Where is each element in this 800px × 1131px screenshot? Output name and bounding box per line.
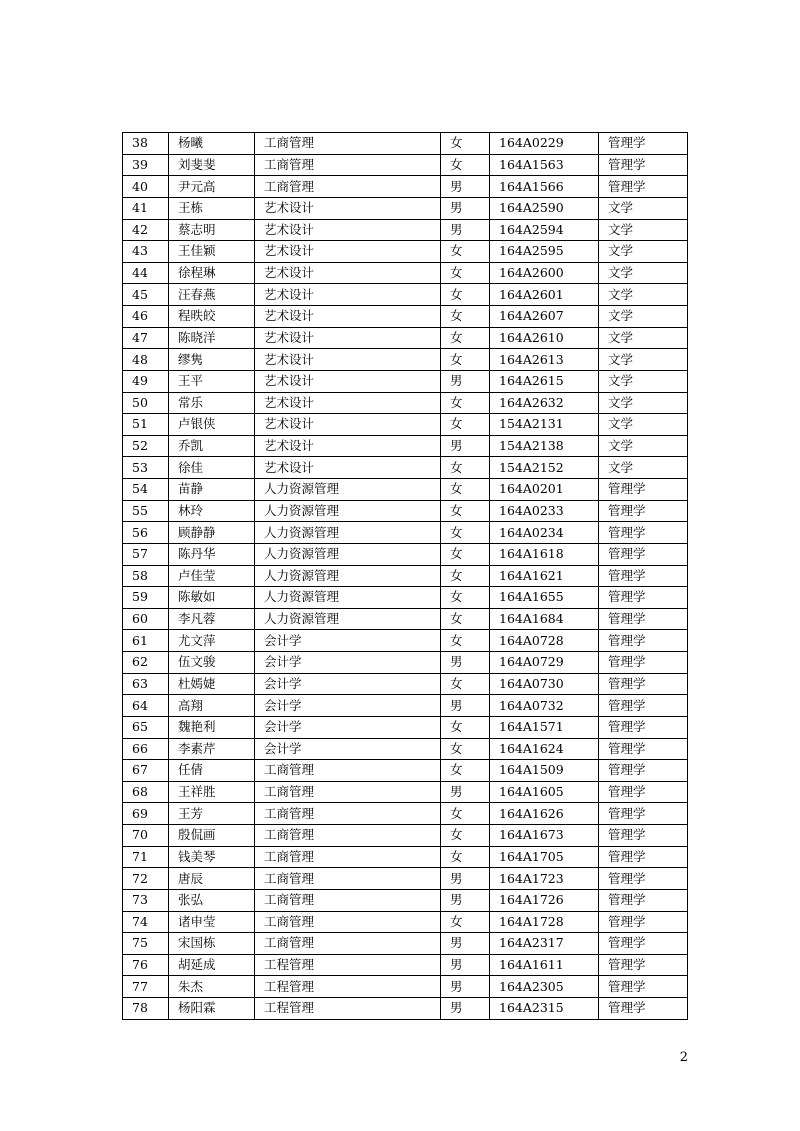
row-index-cell: 50 bbox=[123, 392, 169, 414]
row-index-cell: 52 bbox=[123, 435, 169, 457]
gender-cell: 男 bbox=[441, 176, 490, 198]
table-row bbox=[123, 889, 688, 911]
row-index-cell: 74 bbox=[123, 911, 169, 933]
gender-cell: 女 bbox=[441, 306, 490, 328]
table-row bbox=[123, 241, 688, 263]
student-id-cell: 164A2594 bbox=[490, 219, 599, 241]
major-cell: 人力资源管理 bbox=[255, 479, 441, 501]
discipline-cell: 管理学 bbox=[599, 133, 688, 155]
student-name-cell: 魏艳利 bbox=[169, 716, 255, 738]
gender-cell: 女 bbox=[441, 392, 490, 414]
gender-cell: 女 bbox=[441, 500, 490, 522]
gender-cell: 女 bbox=[441, 565, 490, 587]
student-name-cell: 伍文骏 bbox=[169, 652, 255, 674]
major-cell: 工程管理 bbox=[255, 976, 441, 998]
student-id-cell: 164A1684 bbox=[490, 608, 599, 630]
major-cell: 会计学 bbox=[255, 630, 441, 652]
major-cell: 工商管理 bbox=[255, 846, 441, 868]
discipline-cell: 管理学 bbox=[599, 695, 688, 717]
discipline-cell: 管理学 bbox=[599, 868, 688, 890]
major-cell: 会计学 bbox=[255, 695, 441, 717]
discipline-cell: 文学 bbox=[599, 262, 688, 284]
gender-cell: 女 bbox=[441, 608, 490, 630]
table-row bbox=[123, 933, 688, 955]
discipline-cell: 管理学 bbox=[599, 543, 688, 565]
major-cell: 艺术设计 bbox=[255, 197, 441, 219]
discipline-cell: 管理学 bbox=[599, 846, 688, 868]
major-cell: 艺术设计 bbox=[255, 306, 441, 328]
discipline-cell: 文学 bbox=[599, 197, 688, 219]
major-cell: 人力资源管理 bbox=[255, 565, 441, 587]
student-name-cell: 徐程琳 bbox=[169, 262, 255, 284]
major-cell: 艺术设计 bbox=[255, 219, 441, 241]
discipline-cell: 文学 bbox=[599, 284, 688, 306]
table-row bbox=[123, 522, 688, 544]
table-row bbox=[123, 262, 688, 284]
discipline-cell: 文学 bbox=[599, 435, 688, 457]
discipline-cell: 管理学 bbox=[599, 500, 688, 522]
major-cell: 工商管理 bbox=[255, 154, 441, 176]
row-index-cell: 75 bbox=[123, 933, 169, 955]
table-row bbox=[123, 327, 688, 349]
row-index-cell: 70 bbox=[123, 825, 169, 847]
row-index-cell: 67 bbox=[123, 760, 169, 782]
student-name-cell: 李凡蓉 bbox=[169, 608, 255, 630]
major-cell: 艺术设计 bbox=[255, 457, 441, 479]
discipline-cell: 管理学 bbox=[599, 608, 688, 630]
discipline-cell: 管理学 bbox=[599, 781, 688, 803]
student-id-cell: 164A0229 bbox=[490, 133, 599, 155]
student-name-cell: 蔡志明 bbox=[169, 219, 255, 241]
table-row bbox=[123, 825, 688, 847]
row-index-cell: 42 bbox=[123, 219, 169, 241]
student-id-cell: 164A1509 bbox=[490, 760, 599, 782]
student-name-cell: 缪隽 bbox=[169, 349, 255, 371]
discipline-cell: 文学 bbox=[599, 241, 688, 263]
major-cell: 会计学 bbox=[255, 716, 441, 738]
student-id-cell: 164A1571 bbox=[490, 716, 599, 738]
gender-cell: 女 bbox=[441, 457, 490, 479]
gender-cell: 男 bbox=[441, 781, 490, 803]
table-row bbox=[123, 306, 688, 328]
major-cell: 会计学 bbox=[255, 652, 441, 674]
gender-cell: 男 bbox=[441, 868, 490, 890]
discipline-cell: 文学 bbox=[599, 327, 688, 349]
major-cell: 工商管理 bbox=[255, 133, 441, 155]
major-cell: 人力资源管理 bbox=[255, 587, 441, 609]
student-id-cell: 164A2610 bbox=[490, 327, 599, 349]
student-name-cell: 苗静 bbox=[169, 479, 255, 501]
student-id-cell: 164A0233 bbox=[490, 500, 599, 522]
major-cell: 艺术设计 bbox=[255, 435, 441, 457]
gender-cell: 女 bbox=[441, 241, 490, 263]
table-row bbox=[123, 284, 688, 306]
student-id-cell: 164A2600 bbox=[490, 262, 599, 284]
student-name-cell: 杜嫣婕 bbox=[169, 673, 255, 695]
table-row bbox=[123, 500, 688, 522]
gender-cell: 男 bbox=[441, 435, 490, 457]
discipline-cell: 管理学 bbox=[599, 154, 688, 176]
student-id-cell: 164A1626 bbox=[490, 803, 599, 825]
table-row bbox=[123, 673, 688, 695]
discipline-cell: 管理学 bbox=[599, 976, 688, 998]
table-row bbox=[123, 803, 688, 825]
student-id-cell: 164A1655 bbox=[490, 587, 599, 609]
table-row bbox=[123, 543, 688, 565]
major-cell: 工商管理 bbox=[255, 825, 441, 847]
gender-cell: 女 bbox=[441, 846, 490, 868]
major-cell: 艺术设计 bbox=[255, 241, 441, 263]
row-index-cell: 51 bbox=[123, 414, 169, 436]
student-id-cell: 164A2305 bbox=[490, 976, 599, 998]
discipline-cell: 管理学 bbox=[599, 825, 688, 847]
gender-cell: 男 bbox=[441, 954, 490, 976]
gender-cell: 女 bbox=[441, 911, 490, 933]
student-id-cell: 164A0201 bbox=[490, 479, 599, 501]
gender-cell: 女 bbox=[441, 349, 490, 371]
table-row bbox=[123, 154, 688, 176]
table-row bbox=[123, 219, 688, 241]
discipline-cell: 管理学 bbox=[599, 889, 688, 911]
student-name-cell: 王栋 bbox=[169, 197, 255, 219]
student-name-cell: 杨曦 bbox=[169, 133, 255, 155]
discipline-cell: 文学 bbox=[599, 306, 688, 328]
row-index-cell: 65 bbox=[123, 716, 169, 738]
gender-cell: 男 bbox=[441, 652, 490, 674]
student-name-cell: 乔凯 bbox=[169, 435, 255, 457]
student-name-cell: 程昳皎 bbox=[169, 306, 255, 328]
row-index-cell: 71 bbox=[123, 846, 169, 868]
gender-cell: 男 bbox=[441, 695, 490, 717]
gender-cell: 男 bbox=[441, 933, 490, 955]
table-row bbox=[123, 565, 688, 587]
discipline-cell: 管理学 bbox=[599, 522, 688, 544]
row-index-cell: 78 bbox=[123, 998, 169, 1020]
student-name-cell: 任倩 bbox=[169, 760, 255, 782]
major-cell: 人力资源管理 bbox=[255, 543, 441, 565]
table-row bbox=[123, 781, 688, 803]
student-id-cell: 164A2317 bbox=[490, 933, 599, 955]
discipline-cell: 管理学 bbox=[599, 738, 688, 760]
student-name-cell: 钱美琴 bbox=[169, 846, 255, 868]
row-index-cell: 40 bbox=[123, 176, 169, 198]
discipline-cell: 管理学 bbox=[599, 803, 688, 825]
table-row bbox=[123, 911, 688, 933]
discipline-cell: 管理学 bbox=[599, 587, 688, 609]
major-cell: 工商管理 bbox=[255, 911, 441, 933]
student-id-cell: 164A0729 bbox=[490, 652, 599, 674]
student-name-cell: 胡延成 bbox=[169, 954, 255, 976]
major-cell: 艺术设计 bbox=[255, 284, 441, 306]
row-index-cell: 41 bbox=[123, 197, 169, 219]
major-cell: 工程管理 bbox=[255, 998, 441, 1020]
student-name-cell: 唐辰 bbox=[169, 868, 255, 890]
row-index-cell: 45 bbox=[123, 284, 169, 306]
table-row bbox=[123, 587, 688, 609]
gender-cell: 女 bbox=[441, 543, 490, 565]
student-name-cell: 殷侃画 bbox=[169, 825, 255, 847]
student-id-cell: 164A0728 bbox=[490, 630, 599, 652]
gender-cell: 女 bbox=[441, 262, 490, 284]
student-id-cell: 164A1673 bbox=[490, 825, 599, 847]
table-row bbox=[123, 998, 688, 1020]
row-index-cell: 68 bbox=[123, 781, 169, 803]
gender-cell: 女 bbox=[441, 673, 490, 695]
discipline-cell: 管理学 bbox=[599, 630, 688, 652]
student-name-cell: 张弘 bbox=[169, 889, 255, 911]
row-index-cell: 77 bbox=[123, 976, 169, 998]
row-index-cell: 48 bbox=[123, 349, 169, 371]
student-id-cell: 164A2607 bbox=[490, 306, 599, 328]
gender-cell: 女 bbox=[441, 587, 490, 609]
major-cell: 工商管理 bbox=[255, 889, 441, 911]
row-index-cell: 72 bbox=[123, 868, 169, 890]
major-cell: 人力资源管理 bbox=[255, 522, 441, 544]
table-row bbox=[123, 349, 688, 371]
student-name-cell: 诸申莹 bbox=[169, 911, 255, 933]
row-index-cell: 49 bbox=[123, 370, 169, 392]
student-name-cell: 汪春燕 bbox=[169, 284, 255, 306]
row-index-cell: 57 bbox=[123, 543, 169, 565]
student-name-cell: 尤文萍 bbox=[169, 630, 255, 652]
student-id-cell: 164A1621 bbox=[490, 565, 599, 587]
student-id-cell: 164A1566 bbox=[490, 176, 599, 198]
row-index-cell: 63 bbox=[123, 673, 169, 695]
major-cell: 人力资源管理 bbox=[255, 608, 441, 630]
row-index-cell: 60 bbox=[123, 608, 169, 630]
student-name-cell: 常乐 bbox=[169, 392, 255, 414]
table-row bbox=[123, 133, 688, 155]
student-name-cell: 尹元高 bbox=[169, 176, 255, 198]
major-cell: 会计学 bbox=[255, 673, 441, 695]
student-id-cell: 154A2138 bbox=[490, 435, 599, 457]
gender-cell: 女 bbox=[441, 522, 490, 544]
discipline-cell: 管理学 bbox=[599, 760, 688, 782]
table-row bbox=[123, 608, 688, 630]
student-name-cell: 李素芹 bbox=[169, 738, 255, 760]
student-id-cell: 164A2601 bbox=[490, 284, 599, 306]
major-cell: 艺术设计 bbox=[255, 370, 441, 392]
major-cell: 工商管理 bbox=[255, 781, 441, 803]
gender-cell: 男 bbox=[441, 370, 490, 392]
table-row bbox=[123, 868, 688, 890]
table-row bbox=[123, 457, 688, 479]
row-index-cell: 61 bbox=[123, 630, 169, 652]
gender-cell: 女 bbox=[441, 716, 490, 738]
student-id-cell: 164A2613 bbox=[490, 349, 599, 371]
gender-cell: 女 bbox=[441, 760, 490, 782]
major-cell: 工商管理 bbox=[255, 176, 441, 198]
discipline-cell: 文学 bbox=[599, 219, 688, 241]
discipline-cell: 管理学 bbox=[599, 998, 688, 1020]
student-name-cell: 王佳颖 bbox=[169, 241, 255, 263]
student-name-cell: 卢佳莹 bbox=[169, 565, 255, 587]
table-row bbox=[123, 652, 688, 674]
student-name-cell: 朱杰 bbox=[169, 976, 255, 998]
student-id-cell: 164A1611 bbox=[490, 954, 599, 976]
discipline-cell: 管理学 bbox=[599, 652, 688, 674]
student-name-cell: 王平 bbox=[169, 370, 255, 392]
student-id-cell: 164A2595 bbox=[490, 241, 599, 263]
student-id-cell: 164A1726 bbox=[490, 889, 599, 911]
table-row bbox=[123, 392, 688, 414]
discipline-cell: 文学 bbox=[599, 370, 688, 392]
table-row bbox=[123, 760, 688, 782]
row-index-cell: 64 bbox=[123, 695, 169, 717]
major-cell: 工程管理 bbox=[255, 954, 441, 976]
table-row bbox=[123, 197, 688, 219]
table-row bbox=[123, 846, 688, 868]
gender-cell: 女 bbox=[441, 825, 490, 847]
row-index-cell: 44 bbox=[123, 262, 169, 284]
discipline-cell: 管理学 bbox=[599, 954, 688, 976]
gender-cell: 女 bbox=[441, 738, 490, 760]
student-name-cell: 高翔 bbox=[169, 695, 255, 717]
discipline-cell: 管理学 bbox=[599, 479, 688, 501]
student-name-cell: 宋国栋 bbox=[169, 933, 255, 955]
major-cell: 艺术设计 bbox=[255, 349, 441, 371]
gender-cell: 女 bbox=[441, 414, 490, 436]
major-cell: 艺术设计 bbox=[255, 262, 441, 284]
discipline-cell: 管理学 bbox=[599, 716, 688, 738]
row-index-cell: 73 bbox=[123, 889, 169, 911]
student-id-cell: 164A2615 bbox=[490, 370, 599, 392]
discipline-cell: 文学 bbox=[599, 392, 688, 414]
student-name-cell: 王祥胜 bbox=[169, 781, 255, 803]
student-id-cell: 164A1563 bbox=[490, 154, 599, 176]
table-row bbox=[123, 976, 688, 998]
discipline-cell: 管理学 bbox=[599, 933, 688, 955]
major-cell: 工商管理 bbox=[255, 760, 441, 782]
table-row bbox=[123, 954, 688, 976]
row-index-cell: 54 bbox=[123, 479, 169, 501]
table-row bbox=[123, 479, 688, 501]
gender-cell: 女 bbox=[441, 479, 490, 501]
student-name-cell: 刘斐斐 bbox=[169, 154, 255, 176]
student-id-cell: 164A1723 bbox=[490, 868, 599, 890]
student-id-cell: 164A2590 bbox=[490, 197, 599, 219]
gender-cell: 女 bbox=[441, 803, 490, 825]
gender-cell: 女 bbox=[441, 133, 490, 155]
row-index-cell: 38 bbox=[123, 133, 169, 155]
major-cell: 艺术设计 bbox=[255, 327, 441, 349]
table-row bbox=[123, 370, 688, 392]
discipline-cell: 管理学 bbox=[599, 911, 688, 933]
gender-cell: 男 bbox=[441, 219, 490, 241]
table-row bbox=[123, 738, 688, 760]
student-name-cell: 顾静静 bbox=[169, 522, 255, 544]
row-index-cell: 56 bbox=[123, 522, 169, 544]
row-index-cell: 59 bbox=[123, 587, 169, 609]
major-cell: 工商管理 bbox=[255, 803, 441, 825]
student-id-cell: 164A0234 bbox=[490, 522, 599, 544]
discipline-cell: 管理学 bbox=[599, 673, 688, 695]
student-id-cell: 164A0732 bbox=[490, 695, 599, 717]
student-id-cell: 164A1618 bbox=[490, 543, 599, 565]
student-name-cell: 陈晓洋 bbox=[169, 327, 255, 349]
table-row bbox=[123, 414, 688, 436]
gender-cell: 女 bbox=[441, 284, 490, 306]
gender-cell: 女 bbox=[441, 327, 490, 349]
student-name-cell: 卢银侠 bbox=[169, 414, 255, 436]
discipline-cell: 文学 bbox=[599, 349, 688, 371]
gender-cell: 男 bbox=[441, 976, 490, 998]
row-index-cell: 58 bbox=[123, 565, 169, 587]
major-cell: 工商管理 bbox=[255, 933, 441, 955]
major-cell: 会计学 bbox=[255, 738, 441, 760]
row-index-cell: 46 bbox=[123, 306, 169, 328]
student-id-cell: 164A1728 bbox=[490, 911, 599, 933]
student-id-cell: 164A2315 bbox=[490, 998, 599, 1020]
student-id-cell: 164A1605 bbox=[490, 781, 599, 803]
major-cell: 艺术设计 bbox=[255, 392, 441, 414]
student-name-cell: 王芳 bbox=[169, 803, 255, 825]
student-name-cell: 陈丹华 bbox=[169, 543, 255, 565]
student-roster-table bbox=[122, 132, 688, 1020]
student-id-cell: 154A2131 bbox=[490, 414, 599, 436]
student-name-cell: 徐佳 bbox=[169, 457, 255, 479]
student-id-cell: 164A1705 bbox=[490, 846, 599, 868]
row-index-cell: 55 bbox=[123, 500, 169, 522]
row-index-cell: 76 bbox=[123, 954, 169, 976]
table-row bbox=[123, 695, 688, 717]
row-index-cell: 47 bbox=[123, 327, 169, 349]
student-name-cell: 陈敏如 bbox=[169, 587, 255, 609]
gender-cell: 男 bbox=[441, 998, 490, 1020]
table-row bbox=[123, 716, 688, 738]
row-index-cell: 53 bbox=[123, 457, 169, 479]
row-index-cell: 62 bbox=[123, 652, 169, 674]
major-cell: 艺术设计 bbox=[255, 414, 441, 436]
student-name-cell: 杨阳霖 bbox=[169, 998, 255, 1020]
table-row bbox=[123, 176, 688, 198]
gender-cell: 男 bbox=[441, 889, 490, 911]
table-row bbox=[123, 435, 688, 457]
row-index-cell: 69 bbox=[123, 803, 169, 825]
student-id-cell: 154A2152 bbox=[490, 457, 599, 479]
discipline-cell: 管理学 bbox=[599, 565, 688, 587]
row-index-cell: 43 bbox=[123, 241, 169, 263]
major-cell: 工商管理 bbox=[255, 868, 441, 890]
discipline-cell: 文学 bbox=[599, 414, 688, 436]
student-id-cell: 164A2632 bbox=[490, 392, 599, 414]
student-id-cell: 164A1624 bbox=[490, 738, 599, 760]
student-name-cell: 林玲 bbox=[169, 500, 255, 522]
student-id-cell: 164A0730 bbox=[490, 673, 599, 695]
gender-cell: 女 bbox=[441, 630, 490, 652]
discipline-cell: 文学 bbox=[599, 457, 688, 479]
discipline-cell: 管理学 bbox=[599, 176, 688, 198]
major-cell: 人力资源管理 bbox=[255, 500, 441, 522]
page-number: 2 bbox=[679, 1050, 688, 1065]
gender-cell: 男 bbox=[441, 197, 490, 219]
row-index-cell: 39 bbox=[123, 154, 169, 176]
row-index-cell: 66 bbox=[123, 738, 169, 760]
gender-cell: 女 bbox=[441, 154, 490, 176]
roster-body bbox=[123, 133, 688, 1020]
table-row bbox=[123, 630, 688, 652]
